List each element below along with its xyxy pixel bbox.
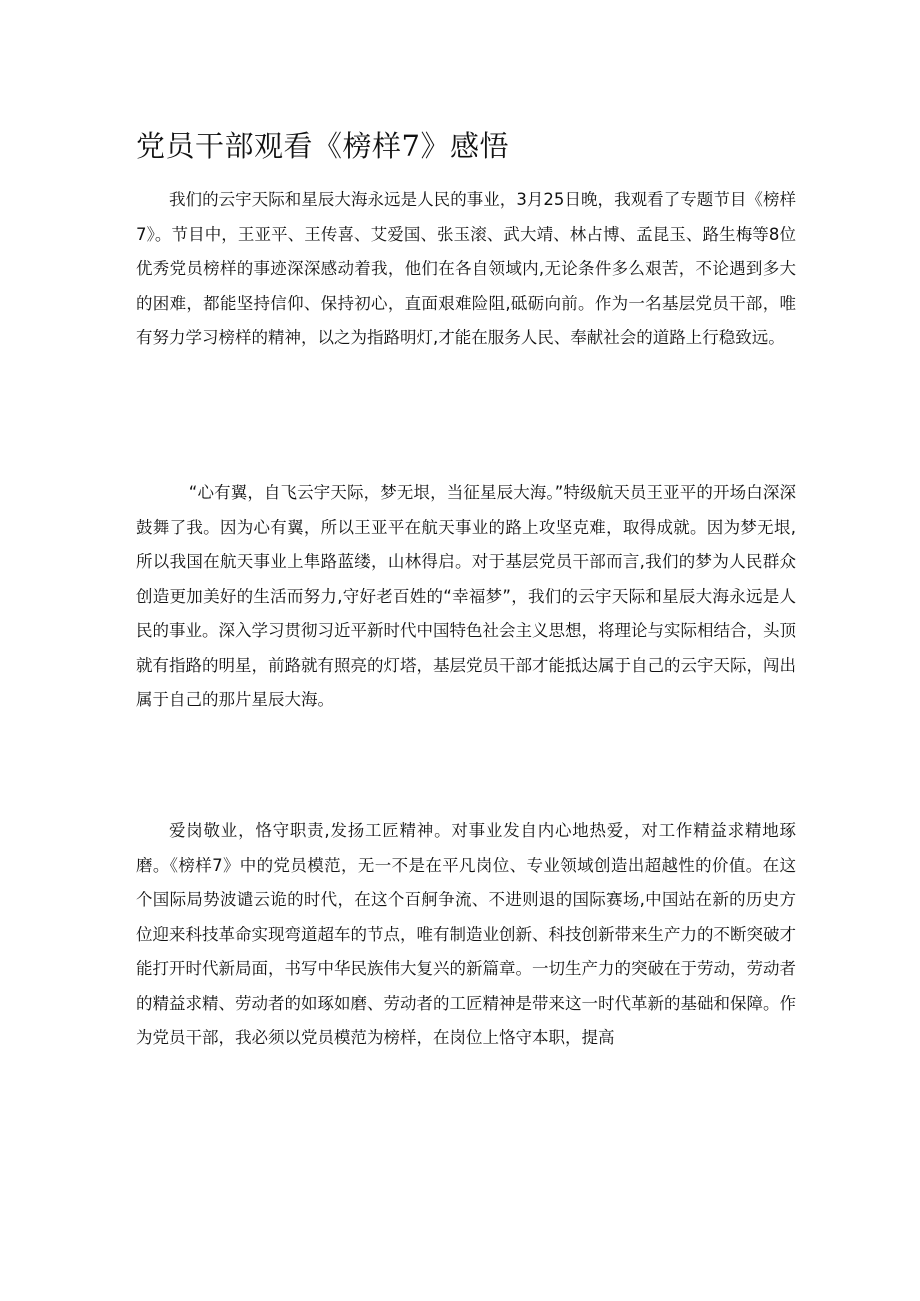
paragraph-block <box>136 183 796 356</box>
paragraph-block <box>136 814 796 1056</box>
document-title: 党员干部观看《榜样7》感悟 <box>136 129 509 163</box>
paragraph-block <box>136 476 796 718</box>
body-paragraph: 爱岗敬业，恪守职责,发扬工匠精神。对事业发自内心地热爱，对工作精益求精地琢磨。《榜样7》中的党员模范，无一不是在平凡岗位、专业领域创造出超越性的价值。在这个国际局势波谴云诡的时代，在这个百舸争流、不进则退的国际赛场,中国站在新的历史方位迎来科技革命实现弯道超车的节点，唯有制造业创新、科技创新带来生产力的不断突破才能打开时代新局面，书写中华民族伟大复兴的新篇章。一切生产力的突破在于劳动，劳动者的精益求精、劳动者的如琢如磨、劳动者的工匠精神是带来这一时代革新的基础和保障。作为党员干部，我必须以党员模范为榜样，在岗位上恪守本职，提高 <box>136 821 796 1047</box>
body-paragraph: 我们的云宇天际和星辰大海永远是人民的事业，3月25日晚，我观看了专题节目《榜样7》。节目中，王亚平、王传喜、艾爱国、张玉滚、武大靖、林占博、孟昆玉、路生梅等8位优秀党员榜样的事迹深深感动着我，他们在各自领域内,无论条件多么艰苦，不论遇到多大的困难，都能坚持信仰、保持初心，直面艰难险阻,砥砺向前。作为一名基层党员干部，唯有努力学习榜样的精神，以之为指路明灯,才能在服务人民、奉献社会的道路上行稳致远。 <box>136 190 796 347</box>
body-paragraph: “心有翼，自飞云宇天际，梦无垠，当征星辰大海。”特级航天员王亚平的开场白深深鼓舞了我。因为心有翼，所以王亚平在航天事业的路上攻坚克难，取得成就。因为梦无垠,所以我国在航天事业上隼路蓝缕，山林得启。对于基层党员干部而言,我们的梦为人民群众创造更加美好的生活而努力,守好老百姓的“幸福梦”，我们的云宇天际和星辰大海永远是人民的事业。深入学习贯彻习近平新时代中国特色社会主义思想，将理论与实际相结合，头顶就有指路的明星，前路就有照亮的灯塔，基层党员干部才能抵达属于自己的云宇天际，闯出属于自己的那片星辰大海。 <box>136 483 796 709</box>
